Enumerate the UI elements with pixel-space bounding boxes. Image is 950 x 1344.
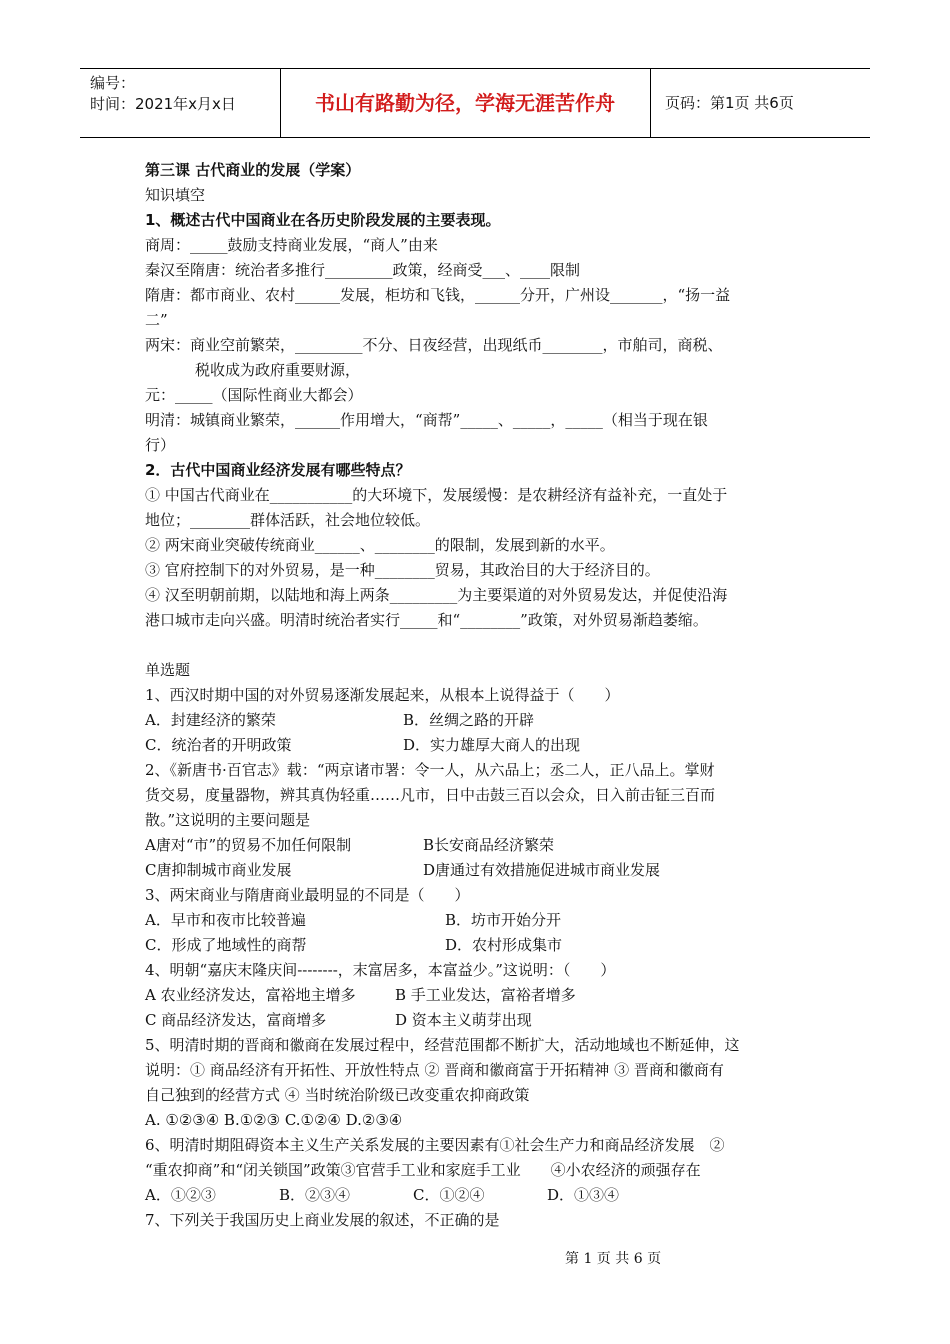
mc-q4-options-row	[145, 983, 810, 1008]
mc-q6-stem: 6、明清时期阻碍资本主义生产关系发展的主要因素有①社会生产力和商品经济发展 ②	[145, 1136, 725, 1154]
mc-q6-stem: “重农抑商”和“闭关锁国”政策③官营手工业和家庭手工业 ④小农经济的顽强存在	[145, 1161, 701, 1179]
option-c: C 商品经济发达，富商增多	[145, 1011, 327, 1029]
option-a: A 农业经济发达，富裕地主增多	[145, 986, 356, 1004]
mc-q7-stem: 7、下列关于我国历史上商业发展的叙述，不正确的是	[145, 1211, 500, 1229]
mc-q5-stem: 自己独到的经营方式 ④ 当时统治阶级已改变重农抑商政策	[145, 1086, 530, 1104]
q2-line: ④ 汉至明朝前期，以陆地和海上两条_________为主要渠道的对外贸易发达，并促使沿海	[145, 586, 728, 604]
q1-line: 元：_____（国际性商业大都会）	[145, 386, 363, 404]
mc-q4-options-row	[145, 1008, 810, 1033]
document-title: 第三课 古代商业的发展（学案）	[145, 161, 361, 179]
option-a: A唐对“市”的贸易不加任何限制	[145, 836, 352, 854]
q2-line: 地位；________群体活跃，社会地位较低。	[145, 511, 431, 529]
q1-line: 两宋：商业空前繁荣，_________不分、日夜经营，出现纸币________，市舶司，商税、	[145, 336, 723, 354]
document-body	[145, 158, 810, 1233]
mc-q1-options-row	[145, 708, 810, 733]
time-label: 时间：2021年x月x日	[90, 95, 236, 113]
q1-line: 税收成为政府重要财源，	[195, 361, 361, 379]
q1-line: 二”	[145, 311, 168, 329]
option-a: A．封建经济的繁荣	[145, 711, 276, 729]
option-b: B 手工业发达，富裕者增多	[395, 986, 576, 1004]
q1-heading: 1、概述古代中国商业在各历史阶段发展的主要表现。	[145, 211, 501, 229]
q1-line: 秦汉至隋唐：统治者多推行_________政策，经商受___、____限制	[145, 261, 581, 279]
option-c: C唐抑制城市商业发展	[145, 861, 292, 879]
mc-q6-options-row	[145, 1183, 810, 1208]
mc-section-title: 单选题	[145, 661, 191, 679]
option-d: D．农村形成集市	[445, 936, 563, 954]
option-c: C．统治者的开明政策	[145, 736, 292, 754]
mc-q3-stem: 3、两宋商业与隋唐商业最明显的不同是（ ）	[145, 886, 470, 904]
option-b: B长安商品经济繁荣	[423, 836, 555, 854]
option-d: D．实力雄厚大商人的出现	[403, 736, 581, 754]
mc-q2-stem: 2、《新唐书·百官志》载：“两京诸市署：令一人，从六品上；丞二人，正八品上。掌财	[145, 761, 715, 779]
q1-line: 商周：_____鼓励支持商业发展，“商人”由来	[145, 236, 438, 254]
q1-line: 行）	[145, 436, 176, 454]
mc-q5-stem: 说明：① 商品经济有开拓性、开放性特点 ② 晋商和徽商富于开拓精神 ③ 晋商和徽商有	[145, 1061, 724, 1079]
header-motto: 书山有路勤为径，学海无涯苦作舟	[315, 91, 615, 115]
mc-q1-options-row	[145, 733, 810, 758]
option-d: D．①③④	[547, 1186, 620, 1204]
mc-q2-options-row	[145, 833, 810, 858]
option-b: B．②③④	[279, 1186, 351, 1204]
option-b: B．坊市开始分开	[445, 911, 562, 929]
mc-q2-options-row	[145, 858, 810, 883]
number-label: 编号：	[90, 74, 136, 92]
q2-line: ③ 官府控制下的对外贸易，是一种________贸易，其政治目的大于经济目的。	[145, 561, 660, 579]
q2-line: ② 两宋商业突破传统商业______、________的限制，发展到新的水平。	[145, 536, 615, 554]
mc-q5-stem: 5、明清时期的晋商和徽商在发展过程中，经营范围都不断扩大，活动地域也不断延伸，这	[145, 1036, 740, 1054]
option-d: D唐通过有效措施促进城市商业发展	[423, 861, 661, 879]
q2-line: ① 中国古代商业在___________的大环境下，发展缓慢：是农耕经济有益补充，一直处于	[145, 486, 728, 504]
page-footer: 第 1 页 共 6 页	[565, 1251, 662, 1267]
option-d: D 资本主义萌芽出现	[395, 1011, 532, 1029]
mc-q5-options: A. ①②③④ B.①②③ C.①②④ D.②③④	[145, 1111, 403, 1129]
fill-section-title: 知识填空	[145, 186, 206, 204]
header-page-info: 页码：第1页 共6页	[665, 94, 794, 112]
mc-q3-options-row	[145, 908, 810, 933]
spacer	[145, 633, 810, 658]
q1-line: 明清：城镇商业繁荣，______作用增大，“商帮”_____、_____，_____（相当于现在银	[145, 411, 708, 429]
option-c: C．形成了地域性的商帮	[145, 936, 307, 954]
option-a: A．早市和夜市比较普遍	[145, 911, 306, 929]
mc-q2-stem: 散。”这说明的主要问题是	[145, 811, 311, 829]
mc-q2-stem: 货交易，度量器物，辨其真伪轻重……凡市，日中击鼓三百以会众，日入前击钲三百而	[145, 786, 716, 804]
header-meta	[90, 73, 236, 115]
option-a: A．①②③	[145, 1186, 216, 1204]
mc-q1-stem: 1、西汉时期中国的对外贸易逐渐发展起来，从根本上说得益于（ ）	[145, 686, 620, 704]
q1-line: 隋唐：都市商业、农村______发展，柜坊和飞钱，______分开，广州设_______，“扬一益	[145, 286, 731, 304]
page-header	[80, 68, 870, 138]
mc-q4-stem: 4、明朝“嘉庆末隆庆间--------，末富居多，本富益少。”这说明：（ ）	[145, 961, 616, 979]
option-b: B．丝绸之路的开辟	[403, 711, 535, 729]
mc-q3-options-row	[145, 933, 810, 958]
q2-line: 港口城市走向兴盛。明清时统治者实行_____和“________”政策，对外贸易渐趋萎缩。	[145, 611, 708, 629]
header-divider-right	[650, 69, 651, 137]
q2-heading: 2．古代中国商业经济发展有哪些特点？	[145, 461, 411, 479]
option-c: C．①②④	[413, 1186, 485, 1204]
